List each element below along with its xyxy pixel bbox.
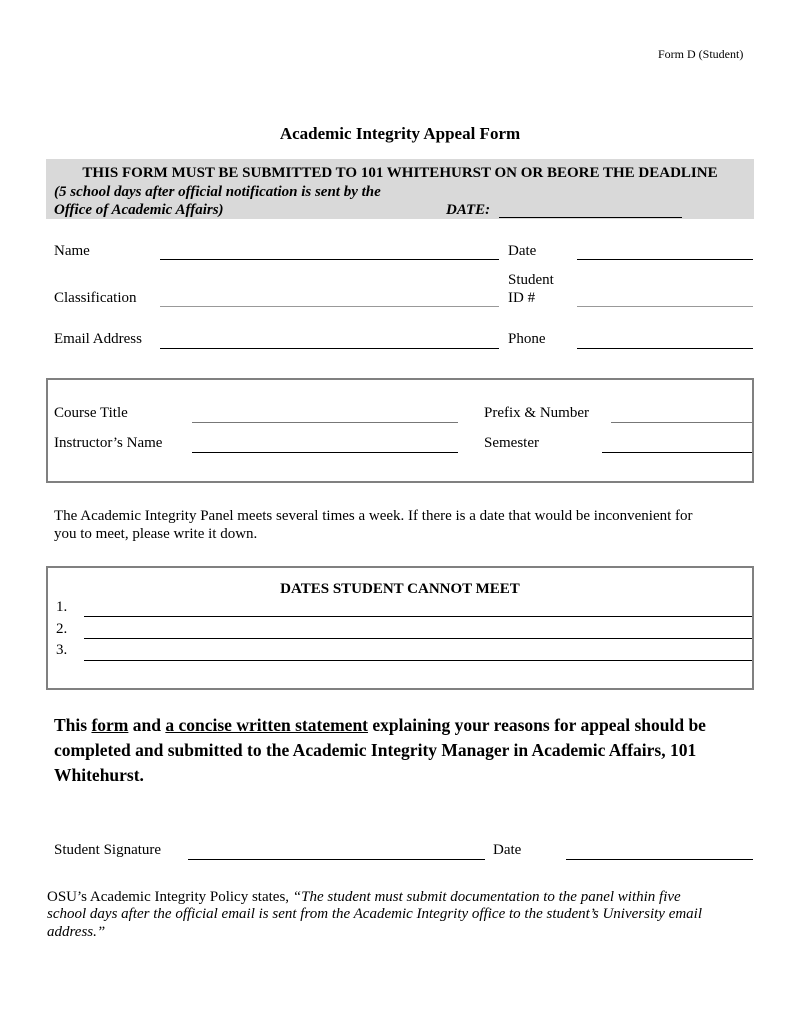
banner-date-field[interactable] xyxy=(499,217,682,218)
deadline-banner xyxy=(46,159,754,219)
course-title-field[interactable] xyxy=(192,422,458,423)
panel-note-line1: The Academic Integrity Panel meets several times a week. If there is a date that would be inconvenient for xyxy=(54,508,693,524)
statement-form-word: form xyxy=(91,715,129,735)
policy-quote: “The student must submit documentation to the panel within five xyxy=(292,889,681,905)
signature-field[interactable] xyxy=(188,859,485,860)
submission-instruction-line3: Whitehurst. xyxy=(54,765,144,785)
statement-text: This xyxy=(54,715,92,735)
policy-line2: school days after the official email is sent from the Academic Integrity office to the student’s University email xyxy=(47,906,703,922)
statement-text: explaining your reasons for appeal should be xyxy=(368,715,706,735)
form-id: Form D (Student) xyxy=(658,47,744,61)
unavailable-date-field-2[interactable] xyxy=(84,638,752,639)
email-label: Email Address xyxy=(54,331,142,347)
semester-label: Semester xyxy=(484,435,539,451)
date-item-number: 3. xyxy=(56,642,68,658)
name-field[interactable] xyxy=(160,259,499,260)
banner-note-line2: Office of Academic Affairs) xyxy=(54,202,224,218)
unavailable-date-field-3[interactable] xyxy=(84,660,752,661)
classification-field[interactable] xyxy=(160,306,499,307)
signature-label: Student Signature xyxy=(54,842,162,858)
date-item-number: 2. xyxy=(56,621,68,637)
signature-date-label: Date xyxy=(493,842,522,858)
phone-label: Phone xyxy=(508,331,546,347)
statement-text: and xyxy=(128,715,166,735)
policy-line3: address.” xyxy=(47,924,106,940)
unavailable-dates-box xyxy=(46,566,754,690)
banner-headline: THIS FORM MUST BE SUBMITTED TO 101 WHITEHURST ON OR BEORE THE DEADLINE xyxy=(82,165,718,181)
date-field[interactable] xyxy=(577,259,753,260)
name-label: Name xyxy=(54,243,90,259)
course-title-label: Course Title xyxy=(54,405,128,421)
course-info-box xyxy=(46,378,754,483)
email-field[interactable] xyxy=(160,348,499,349)
phone-field[interactable] xyxy=(577,348,753,349)
unavailable-date-field-1[interactable] xyxy=(84,616,752,617)
student-id-field[interactable] xyxy=(577,306,753,307)
policy-intro: OSU’s Academic Integrity Policy states, xyxy=(47,889,293,905)
prefix-number-field[interactable] xyxy=(611,422,752,423)
banner-note-line1: (5 school days after official notification is sent by the xyxy=(54,184,381,200)
statement-concise-phrase: a concise written statement xyxy=(165,715,369,735)
student-id-label-line2: ID # xyxy=(508,290,536,306)
prefix-number-label: Prefix & Number xyxy=(484,405,589,421)
student-id-label-line1: Student xyxy=(508,272,554,288)
semester-field[interactable] xyxy=(602,452,752,453)
date-item-number: 1. xyxy=(56,599,68,615)
policy-line1 xyxy=(47,889,681,906)
instructor-name-field[interactable] xyxy=(192,452,458,453)
banner-date-label: DATE: xyxy=(446,202,491,218)
unavailable-dates-heading: DATES STUDENT CANNOT MEET xyxy=(280,581,520,597)
date-label: Date xyxy=(508,243,537,259)
classification-label: Classification xyxy=(54,290,137,306)
panel-note-line2: you to meet, please write it down. xyxy=(54,526,258,542)
page-title: Academic Integrity Appeal Form xyxy=(279,124,521,143)
signature-date-field[interactable] xyxy=(566,859,753,860)
instructor-name-label: Instructor’s Name xyxy=(54,435,163,451)
submission-instruction-line1 xyxy=(54,715,706,736)
submission-instruction-line2: completed and submitted to the Academic Integrity Manager in Academic Affairs, 101 xyxy=(54,740,697,760)
